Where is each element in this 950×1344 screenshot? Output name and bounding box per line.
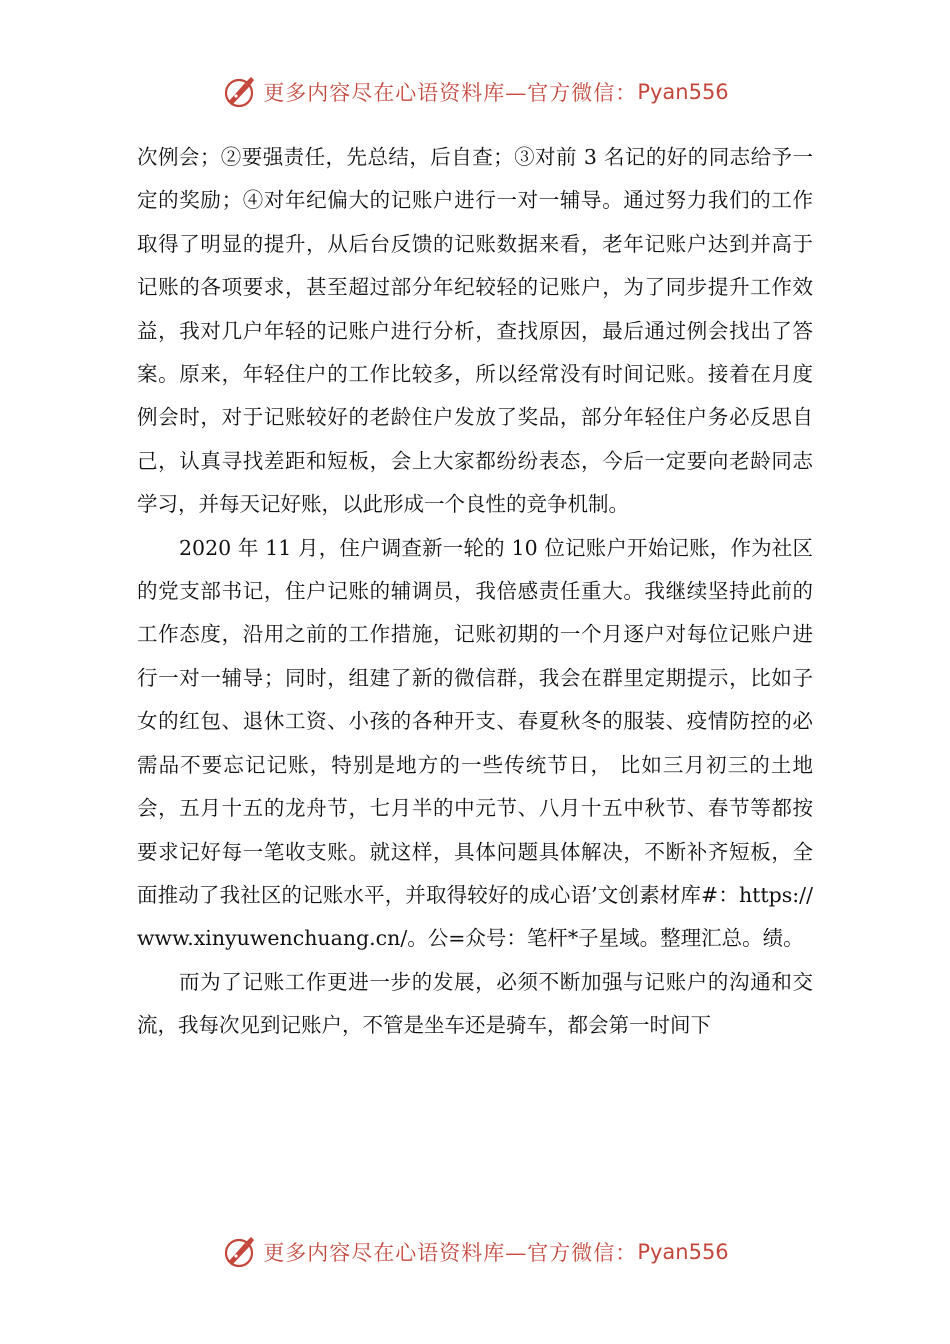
header-banner-text: 更多内容尽在心语资料库—官方微信：	[263, 81, 638, 105]
header-banner	[0, 70, 950, 114]
header-wechat-id: Pyan556	[637, 80, 729, 104]
pen-nib-logo-icon	[221, 1234, 257, 1270]
footer-banner	[0, 1230, 950, 1274]
document-body	[137, 136, 813, 1048]
paragraph-3: 而为了记账工作更进一步的发展，必须不断加强与记账户的沟通和交流，我每次见到记账户，不管是坐车还是骑车，都会第一时间下	[137, 969, 813, 1038]
footer-banner-text: 更多内容尽在心语资料库—官方微信：	[263, 1241, 638, 1265]
pen-nib-logo-icon	[221, 74, 257, 110]
footer-wechat-id: Pyan556	[637, 1240, 729, 1264]
paragraph-1: 次例会；②要强责任，先总结，后自查；③对前 3 名记的好的同志给予一定的奖励；④对年纪偏大的记账户进行一对一辅导。通过努力我们的工作取得了明显的提升，从后台反馈的记账数据来看，老年记账户达到并高于记账的各项要求，甚至超过部分年纪较轻的记账户，为了同步提升工作效益，我对几户年轻的记账户进行分析，查找原因，最后通过例会找出了答案。原来，年轻住户的工作比较多，所以经常没有时间记账。接着在月度例会时，对于记账较好的老龄住户发放了奖品，部分年轻住户务必反思自己，认真寻找差距和短板，会上大家都纷纷表态，今后一定要向老龄同志学习，并每天记好账，以此形成一个良性的竞争机制。	[137, 145, 813, 517]
paragraph-2: 2020 年 11 月，住户调查新一轮的 10 位记账户开始记账，作为社区的党支部书记，住户记账的辅调员，我倍感责任重大。我继续坚持此前的工作态度，沿用之前的工作措施，记账初期的一个月逐户对每位记账户进行一对一辅导；同时，组建了新的微信群，我会在群里定期提示，比如子女的红包、退休工资、小孩的各种开支、春夏秋冬的服装、疫情防控的必需品不要忘记记账，特别是地方的一些传统节日， 比如三月初三的土地会，五月十五的龙舟节，七月半的中元节、八月十五中秋节、春节等都按要求记好每一笔收支账。就这样，具体问题具体解决，不断补齐短板，全面推动了我社区的记账水平，并取得较好的成心语’文创素材库#：https://www.xinyuwenchuang.cn/。公=众号：笔杆*子星域。整理汇总。绩。	[137, 535, 813, 951]
